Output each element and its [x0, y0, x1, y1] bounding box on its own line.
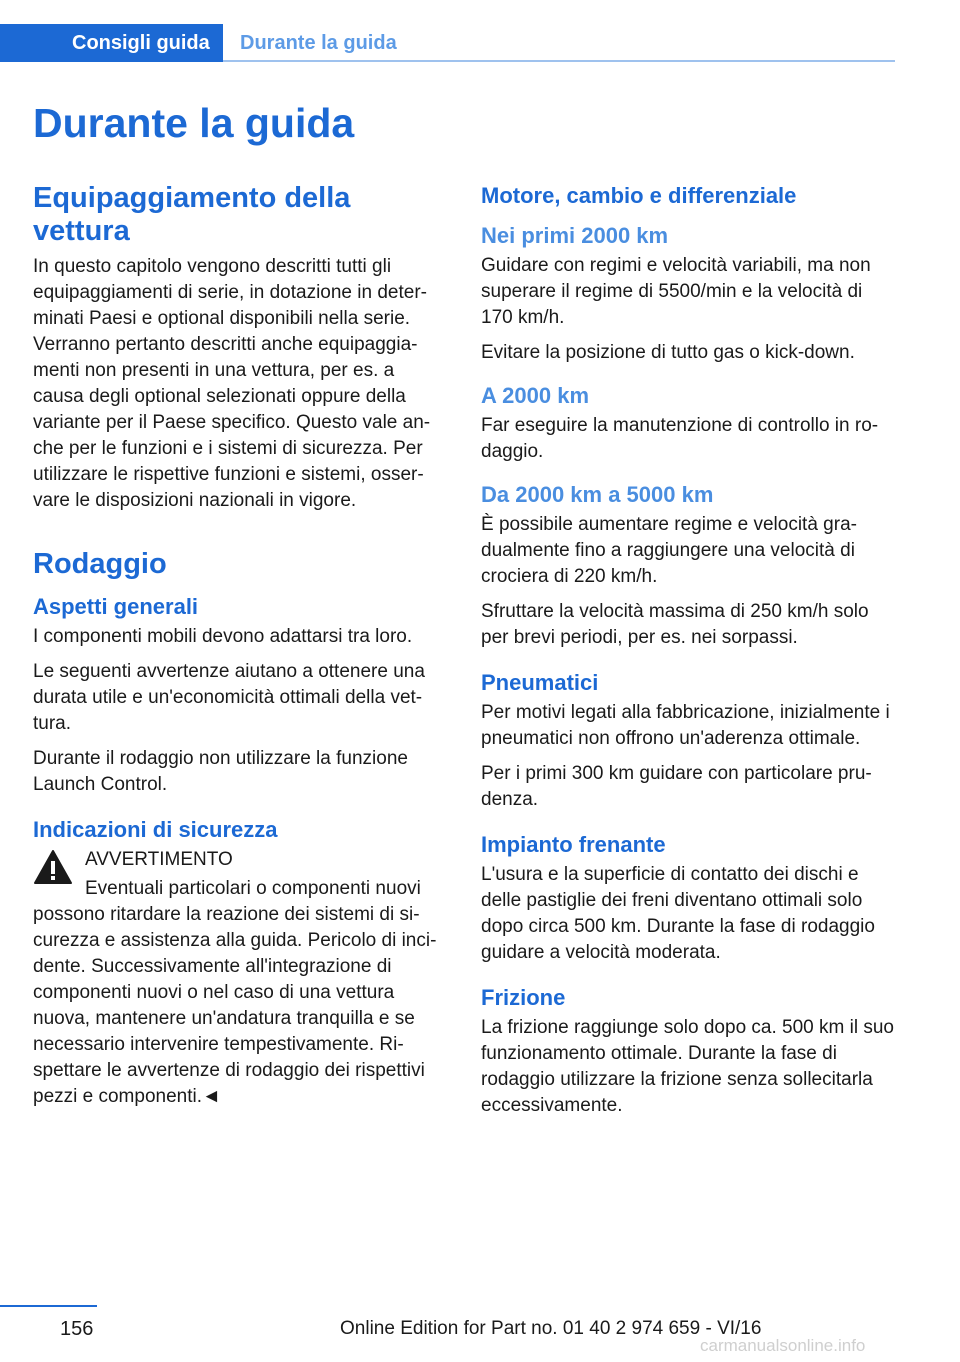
heading-rodaggio: Rodaggio	[33, 548, 167, 580]
header-divider	[223, 60, 895, 62]
footer-divider	[0, 1305, 97, 1307]
page-title: Durante la guida	[33, 100, 355, 146]
warning-text-first-line: Eventuali particolari o componenti nuovi	[85, 878, 421, 899]
paragraph-impianto-frenante: L'usura e la superficie di contatto dei dischi e delle pastiglie dei freni diventano ottimali solo dopo circa 500 km. Durante la fase di rodaggio guidare a velocità moderata.	[481, 864, 875, 963]
paragraph-frizione: La frizione raggiunge solo dopo ca. 500 km il suo funzionamento ottimale. Durante la fase di rodaggio utilizzare la frizione senza sollecitarla eccessivamente.	[481, 1017, 894, 1116]
heading-primi-2000: Nei primi 2000 km	[481, 223, 669, 248]
paragraph-a-2000: Far eseguire la manutenzione di controllo in rodaggio.	[481, 415, 879, 462]
paragraph-da-2000-2: Sfruttare la velocità massima di 250 km/h solo per brevi periodi, per es. nei sorpassi.	[481, 601, 869, 648]
warning-text	[33, 876, 449, 1110]
edition-note: Online Edition for Part no. 01 40 2 974 659 - VI/16	[340, 1318, 762, 1339]
heading-motore: Motore, cambio e differenziale	[481, 183, 797, 208]
warning-title: AVVERTIMENTO	[85, 849, 233, 870]
subsection-tab: Durante la guida	[240, 32, 397, 54]
warning-triangle-icon	[33, 849, 73, 885]
paragraph-pneumatici-2: Per i primi 300 km guidare con particolare prudenza.	[481, 763, 872, 810]
heading-da-2000: Da 2000 km a 5000 km	[481, 482, 714, 507]
heading-indicazioni-sicurezza: Indicazioni di sicurezza	[33, 817, 278, 842]
paragraph-primi-1: Guidare con regimi e velocità variabili, ma non superare il regime di 5500/min e la velocità di 170 km/h.	[481, 255, 871, 328]
warning-box	[33, 847, 449, 1110]
watermark: carmanualsonline.info	[700, 1336, 866, 1355]
heading-a-2000: A 2000 km	[481, 383, 590, 408]
heading-equipaggiamento: Equipaggiamento della vettura	[33, 182, 351, 247]
right-column	[481, 182, 898, 1128]
heading-pneumatici: Pneumatici	[481, 670, 599, 695]
paragraph-da-2000-1: È possibile aumentare regime e velocità gradualmente fino a raggiungere una velocità di crociera di 220 km/h.	[481, 514, 857, 587]
left-column	[33, 182, 449, 1110]
heading-aspetti-generali: Aspetti generali	[33, 594, 199, 619]
paragraph-primi-2: Evitare la posizione di tutto gas o kick-down.	[481, 342, 855, 363]
paragraph-pneumatici-1: Per motivi legati alla fabbricazione, inizialmente i pneumatici non offrono un'aderenza ottimale.	[481, 702, 890, 749]
heading-impianto-frenante: Impianto frenante	[481, 832, 666, 857]
section-tab: Consigli guida	[0, 24, 223, 62]
paragraph-aspetti-3: Durante il rodaggio non utilizzare la funzione Launch Control.	[33, 748, 408, 795]
paragraph-equipaggiamento: In questo capitolo vengono descritti tutti gli equipaggiamenti di serie, in dotazione in determinati Paesi e optional disponibili nella serie. Verranno pertanto descritti anche equipaggiamenti non presenti in una vettura, per es. a causa degli optional selezionati oppure della variante per il Paese specifico. Questo vale anche per le funzioni e i sistemi di sicurezza. Per utilizzare le rispettive funzioni e sistemi, osservare le disposizioni nazionali in vigore.	[33, 256, 431, 511]
warning-text-body: possono ritardare la reazione dei sistemi di sicurezza e assistenza alla guida. Pericolo di incidente. Successivamente all'integrazione di componenti nuovi o nel caso di una vettura nuova, mantenere un'andatura tranquilla e se necessario intervenire tempestivamente. Rispettare le avvertenze di rodaggio dei rispettivi pezzi e componenti.◄	[33, 904, 437, 1107]
page-header	[0, 24, 895, 62]
paragraph-aspetti-1: I componenti mobili devono adattarsi tra loro.	[33, 626, 413, 647]
page-number: 156	[60, 1318, 94, 1340]
heading-frizione: Frizione	[481, 985, 566, 1010]
paragraph-aspetti-2: Le seguenti avvertenze aiutano a ottenere una durata utile e un'economicità ottimali della vettura.	[33, 661, 425, 734]
